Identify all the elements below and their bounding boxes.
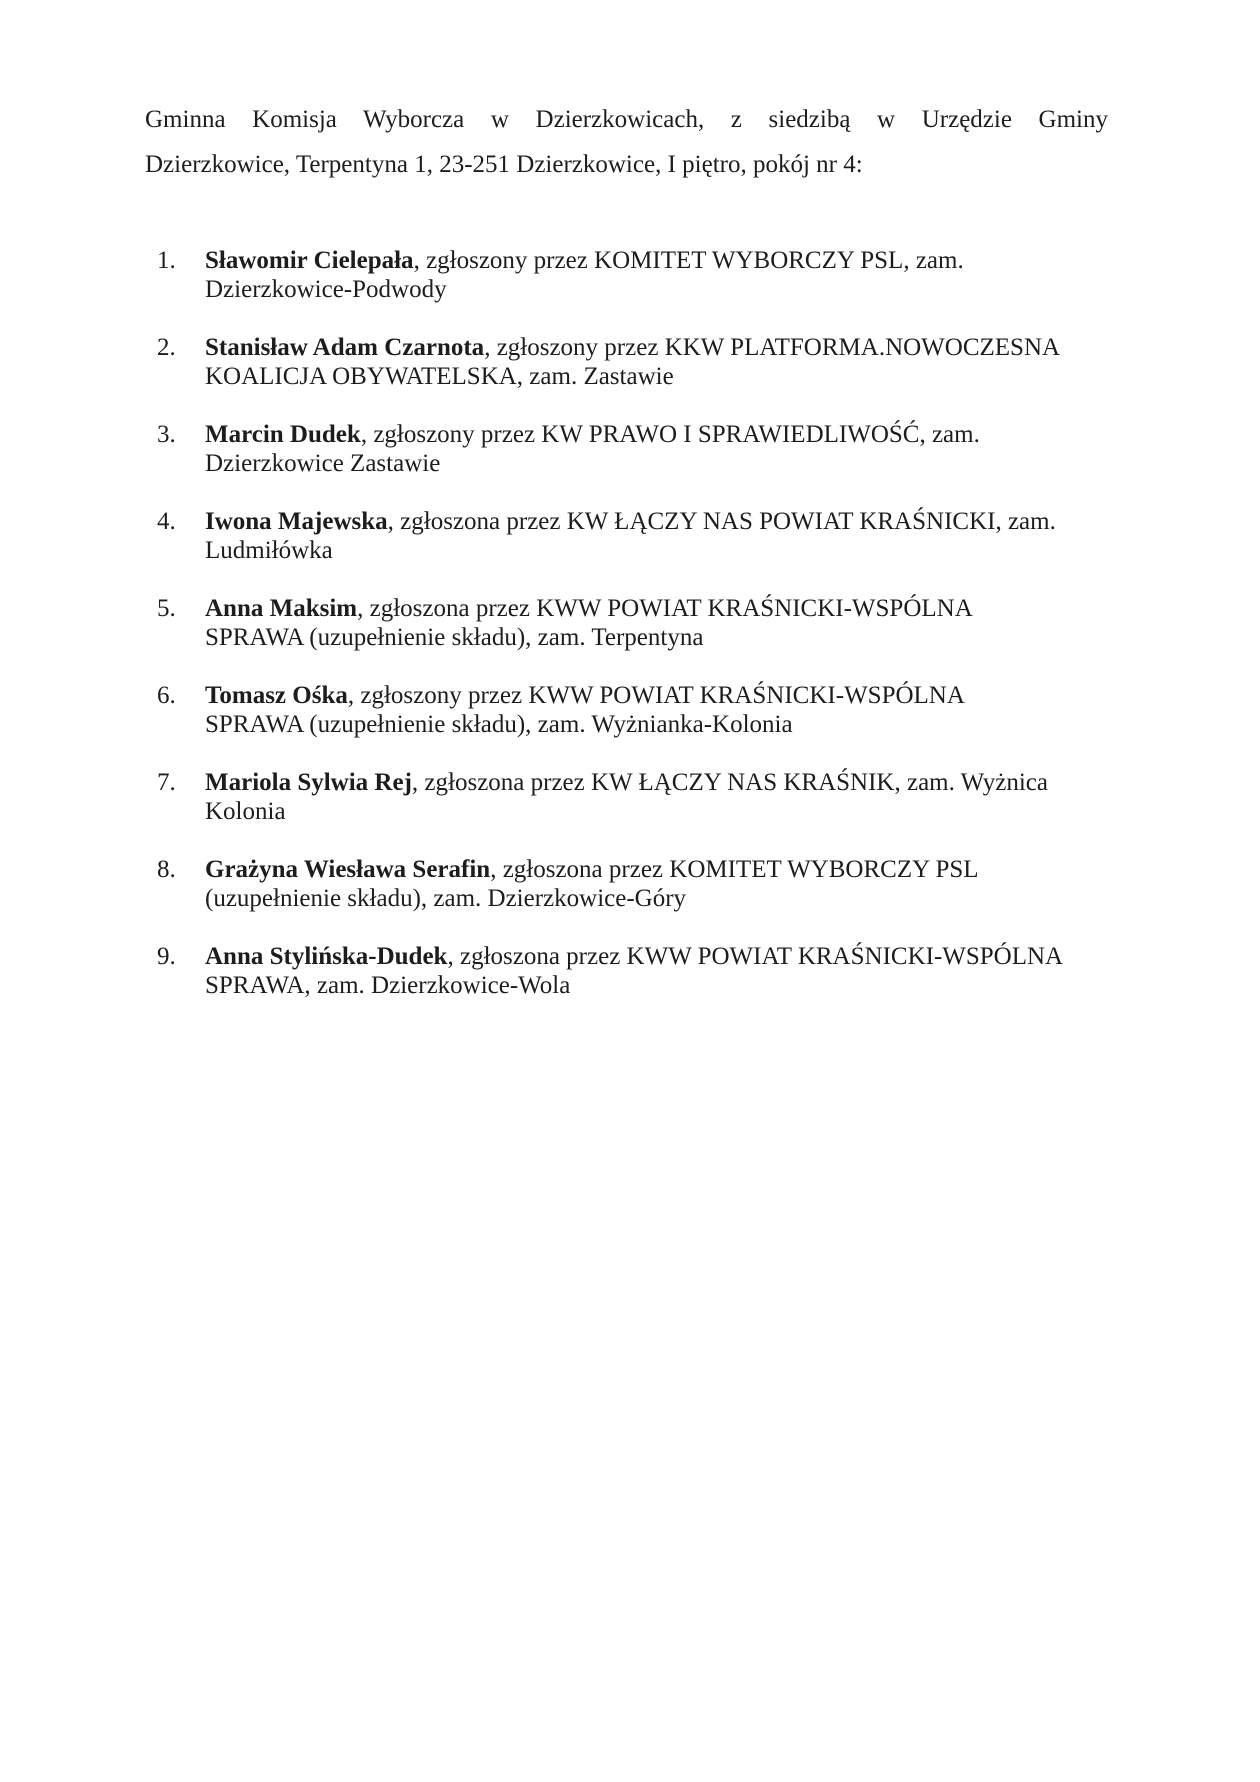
list-item: [157, 768, 1108, 826]
item-line2: SPRAWA (uzupełnienie składu), zam. Terpentyna: [205, 624, 704, 651]
item-line1-rest: , zgłoszony przez KOMITET WYBORCZY PSL, zam.: [413, 247, 964, 274]
list-item: [157, 420, 1108, 478]
item-line2: SPRAWA (uzupełnienie składu), zam. Wyżnianka-Kolonia: [205, 711, 793, 738]
member-name: Mariola Sylwia Rej: [205, 769, 412, 796]
list-item: [157, 681, 1108, 739]
member-name: Grażyna Wiesława Serafin: [205, 856, 491, 883]
item-line1-rest: , zgłoszony przez KKW PLATFORMA.NOWOCZESNA: [484, 334, 1061, 361]
item-line1-rest: , zgłoszona przez KWW POWIAT KRAŚNICKI-WSPÓLNA: [447, 943, 1064, 970]
list-item: [157, 333, 1108, 391]
item-number: 8.: [157, 856, 176, 883]
item-number: 6.: [157, 682, 176, 709]
item-line1-rest: , zgłoszony przez KWW POWIAT KRAŚNICKI-WSPÓLNA: [347, 682, 965, 709]
item-line2: KOALICJA OBYWATELSKA, zam. Zastawie: [205, 363, 674, 390]
item-text: [205, 942, 1108, 1000]
item-number: 5.: [157, 595, 176, 622]
item-text: [205, 768, 1108, 826]
item-number: 3.: [157, 421, 176, 448]
list-item: [157, 942, 1108, 1000]
item-number: 7.: [157, 769, 176, 796]
member-name: Tomasz Ośka: [205, 682, 348, 709]
item-line1-rest: , zgłoszona przez KWW POWIAT KRAŚNICKI-WSPÓLNA: [357, 595, 973, 622]
header-line-2: Dzierzkowice, Terpentyna 1, 23-251 Dzierzkowice, I piętro, pokój nr 4:: [145, 151, 863, 178]
member-name: Anna Stylińska-Dudek: [205, 943, 448, 970]
member-name: Sławomir Cielepała: [205, 247, 414, 274]
item-line2: SPRAWA, zam. Dzierzkowice-Wola: [205, 972, 571, 999]
item-text: [205, 420, 1108, 478]
item-line2: Kolonia: [205, 798, 286, 825]
item-line2: (uzupełnienie składu), zam. Dzierzkowice-Góry: [205, 885, 687, 912]
item-number: 9.: [157, 943, 176, 970]
member-name: Marcin Dudek: [205, 421, 361, 448]
member-name: Iwona Majewska: [205, 508, 388, 535]
item-text: [205, 507, 1108, 565]
list-item: [157, 855, 1108, 913]
header-paragraph: [145, 97, 1108, 187]
item-text: [205, 594, 1108, 652]
item-text: [205, 855, 1108, 913]
item-text: [205, 246, 1108, 304]
item-line1-rest: , zgłoszona przez KW ŁĄCZY NAS POWIAT KRAŚNICKI, zam.: [387, 508, 1056, 535]
item-line2: Ludmiłówka: [205, 537, 333, 564]
list-item: [157, 507, 1108, 565]
item-line2: Dzierzkowice Zastawie: [205, 450, 441, 477]
item-number: 1.: [157, 247, 176, 274]
item-line2: Dzierzkowice-Podwody: [205, 276, 447, 303]
list-item: [157, 246, 1108, 304]
item-number: 2.: [157, 334, 176, 361]
item-line1-rest: , zgłoszony przez KW PRAWO I SPRAWIEDLIWOŚĆ, zam.: [360, 421, 980, 448]
item-number: 4.: [157, 508, 176, 535]
list-item: [157, 594, 1108, 652]
member-name: Stanisław Adam Czarnota: [205, 334, 485, 361]
member-list: [145, 246, 1108, 1000]
header-line-1: Gminna Komisja Wyborcza w Dzierzkowicach, z siedzibą w Urzędzie Gminy: [145, 106, 1108, 133]
item-line1-rest: , zgłoszona przez KW ŁĄCZY NAS KRAŚNIK, zam. Wyżnica: [411, 769, 1048, 796]
item-text: [205, 333, 1108, 391]
item-line1-rest: , zgłoszona przez KOMITET WYBORCZY PSL: [490, 856, 979, 883]
item-text: [205, 681, 1108, 739]
member-name: Anna Maksim: [205, 595, 358, 622]
